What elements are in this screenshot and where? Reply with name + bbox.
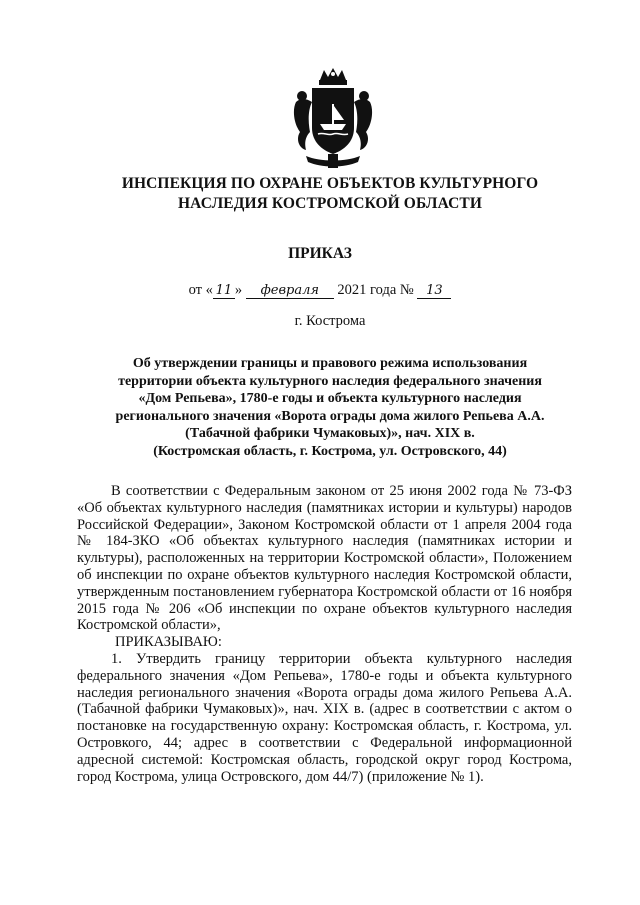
organization-line-2: НАСЛЕДИЯ КОСТРОМСКОЙ ОБЛАСТИ (178, 195, 482, 212)
handwritten-day: 11 (213, 283, 235, 299)
subject-line-1: Об утверждении границы и правового режима использования (132, 356, 528, 371)
item-1-paragraph: 1. Утвердить границу территории объекта культурного наследия федерального значения «Дом Репьева», 1780-е годы и объекта культурного наследия регионального значения «Ворота ограды дома жилого Репьева А.А. (Табачной фабрики Чумаковых)», нач. XIX в. (адрес в соответствии с актом о постановке на государственную охрану: Костромская область, г. Кострома, ул. Островкого, 44; адрес в соответствии с Федеральной информационной адресной системой: Костромская область, городской округ город Кострома, город Кострома, улица Островского, дом 44/7) (приложение № 1). (77, 650, 572, 785)
subject-line-5: (Табачной фабрики Чумаковых)», нач. XIX в. (185, 426, 475, 441)
subject-line-6: (Костромская область, г. Кострома, ул. Островского, 44) (153, 443, 507, 459)
document-city: г. Кострома (294, 313, 366, 329)
document-subject (90, 355, 570, 460)
document-date-line (0, 282, 640, 299)
date-prefix: от « (188, 282, 213, 298)
order-word: ПРИКАЗЫВАЮ: (115, 634, 222, 651)
year-text: 2021 года № (333, 282, 418, 298)
handwritten-number: 13 (417, 283, 451, 299)
date-separator: » (234, 282, 246, 298)
handwritten-month: февраля (246, 283, 334, 299)
document-type: ПРИКАЗ (288, 245, 352, 262)
kostroma-coat-of-arms-icon (290, 66, 376, 172)
subject-line-2: территории объекта культурного наследия федерального значения (118, 373, 542, 389)
subject-line-3: «Дом Репьева», 1780-е годы и объекта культурного наследия (138, 391, 522, 406)
preamble-paragraph: В соответствии с Федеральным законом от 25 июня 2002 года № 73-ФЗ «Об объектах культурного наследия (памятниках истории и культуры) народов Российской Федерации», Законом Костромской области от 1 апреля 2004 года № 184-ЗКО «Об объектах культурного наследия (памятниках истории и культуры), расположенных на территории Костромской области», Положением об инспекции по охране объектов культурного наследия Костромской области, утвержденным постановлением губернатора Костромской области от 16 ноября 2015 года № 206 «Об инспекции по охране объектов культурного наследия Костромской области», (77, 483, 572, 634)
document-body (77, 483, 572, 785)
organization-name (60, 174, 600, 214)
subject-line-4: регионального значения «Ворота ограды дома жилого Репьева А.А. (115, 408, 545, 424)
organization-line-1: ИНСПЕКЦИЯ ПО ОХРАНЕ ОБЪЕКТОВ КУЛЬТУРНОГО (121, 175, 539, 192)
